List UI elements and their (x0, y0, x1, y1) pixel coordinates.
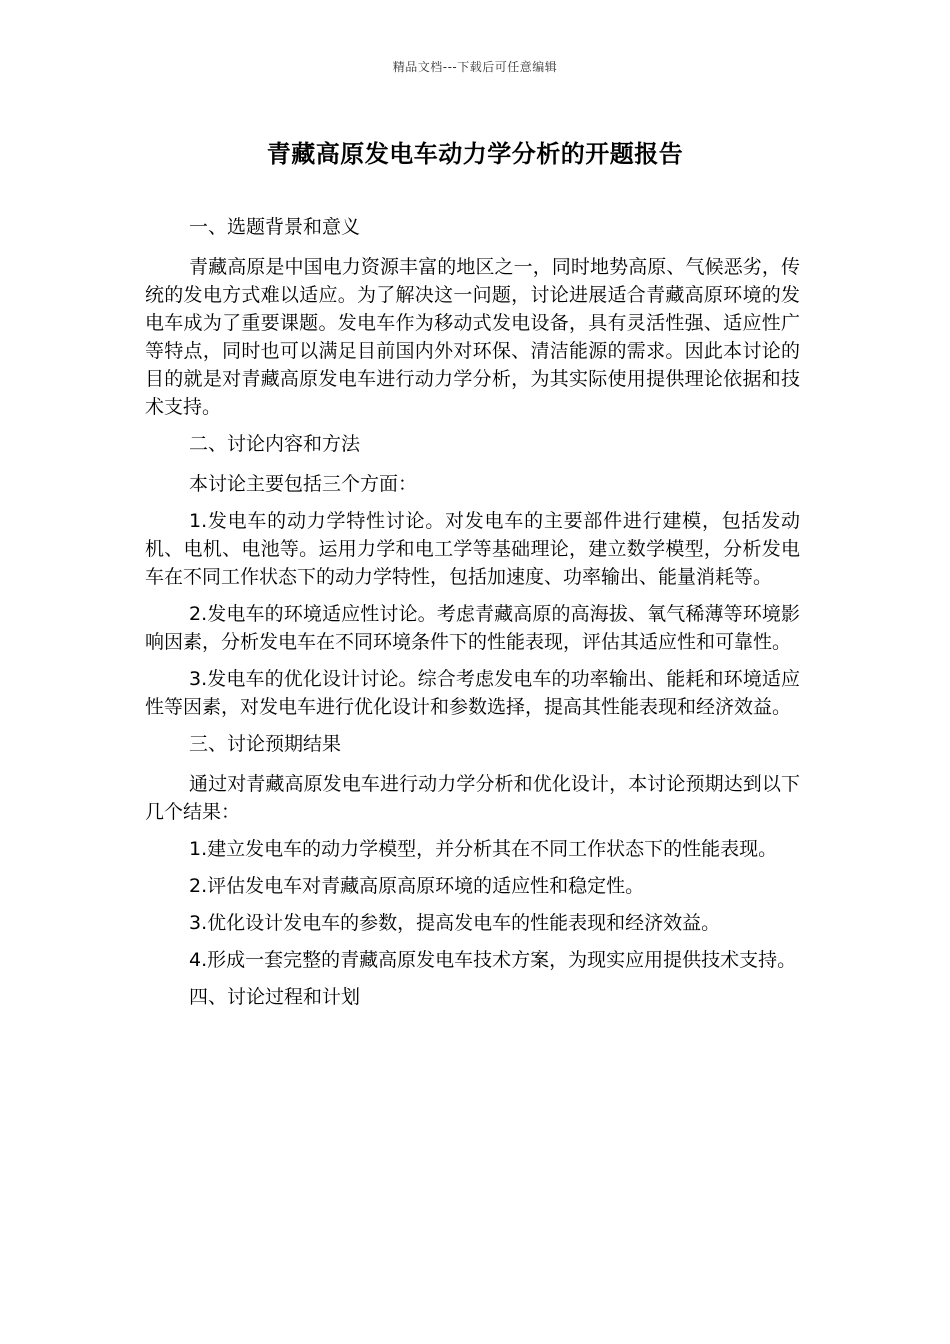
header-note: 精品文档---下载后可任意编辑 (392, 60, 558, 74)
paragraph-content-item-3: 3.发电车的优化设计讨论。综合考虑发电车的功率输出、能耗和环境适应性等因素，对发电车进行优化设计和参数选择，提高其性能表现和经济效益。 (145, 668, 800, 718)
paragraph-result-item-4: 4.形成一套完整的青藏高原发电车技术方案，为现实应用提供技术支持。 (189, 949, 797, 971)
paragraph-result-item-1: 1.建立发电车的动力学模型，并分析其在不同工作状态下的性能表现。 (189, 838, 778, 860)
paragraph-background: 青藏高原是中国电力资源丰富的地区之一，同时地势高原、气候恶劣，传统的发电方式难以适应。为了解决这一问题，讨论进展适合青藏高原环境的发电车成为了重要课题。发电车作为移动式发电设备，具有灵活性强、适应性广等特点，同时也可以满足目前国内外对环保、清洁能源的需求。因此本讨论的目的就是对青藏高原发电车进行动力学分析，为其实际使用提供理论依据和技术支持。 (145, 256, 800, 418)
document-title: 青藏高原发电车动力学分析的开题报告 (266, 140, 684, 168)
section-heading-background: 一、选题背景和意义 (189, 216, 361, 238)
paragraph-results-intro: 通过对青藏高原发电车进行动力学分析和优化设计，本讨论预期达到以下几个结果： (145, 773, 800, 823)
paragraph-content-intro: 本讨论主要包括三个方面： (189, 473, 418, 495)
section-heading-content-methods: 二、讨论内容和方法 (189, 433, 361, 455)
paragraph-content-item-2: 2.发电车的环境适应性讨论。考虑青藏高原的高海拔、氧气稀薄等环境影响因素，分析发电车在不同环境条件下的性能表现，评估其适应性和可靠性。 (145, 603, 800, 653)
paragraph-result-item-3: 3.优化设计发电车的参数，提高发电车的性能表现和经济效益。 (189, 912, 721, 934)
section-heading-expected-results: 三、讨论预期结果 (189, 733, 342, 755)
document-body (145, 213, 800, 1023)
paragraph-result-item-2: 2.评估发电车对青藏高原高原环境的适应性和稳定性。 (189, 875, 645, 897)
section-heading-process-plan: 四、讨论过程和计划 (189, 986, 361, 1008)
paragraph-content-item-1: 1.发电车的动力学特性讨论。对发电车的主要部件进行建模，包括发动机、电机、电池等。运用力学和电工学等基础理论，建立数学模型，分析发电车在不同工作状态下的动力学特性，包括加速度、功率输出、能量消耗等。 (145, 510, 800, 588)
